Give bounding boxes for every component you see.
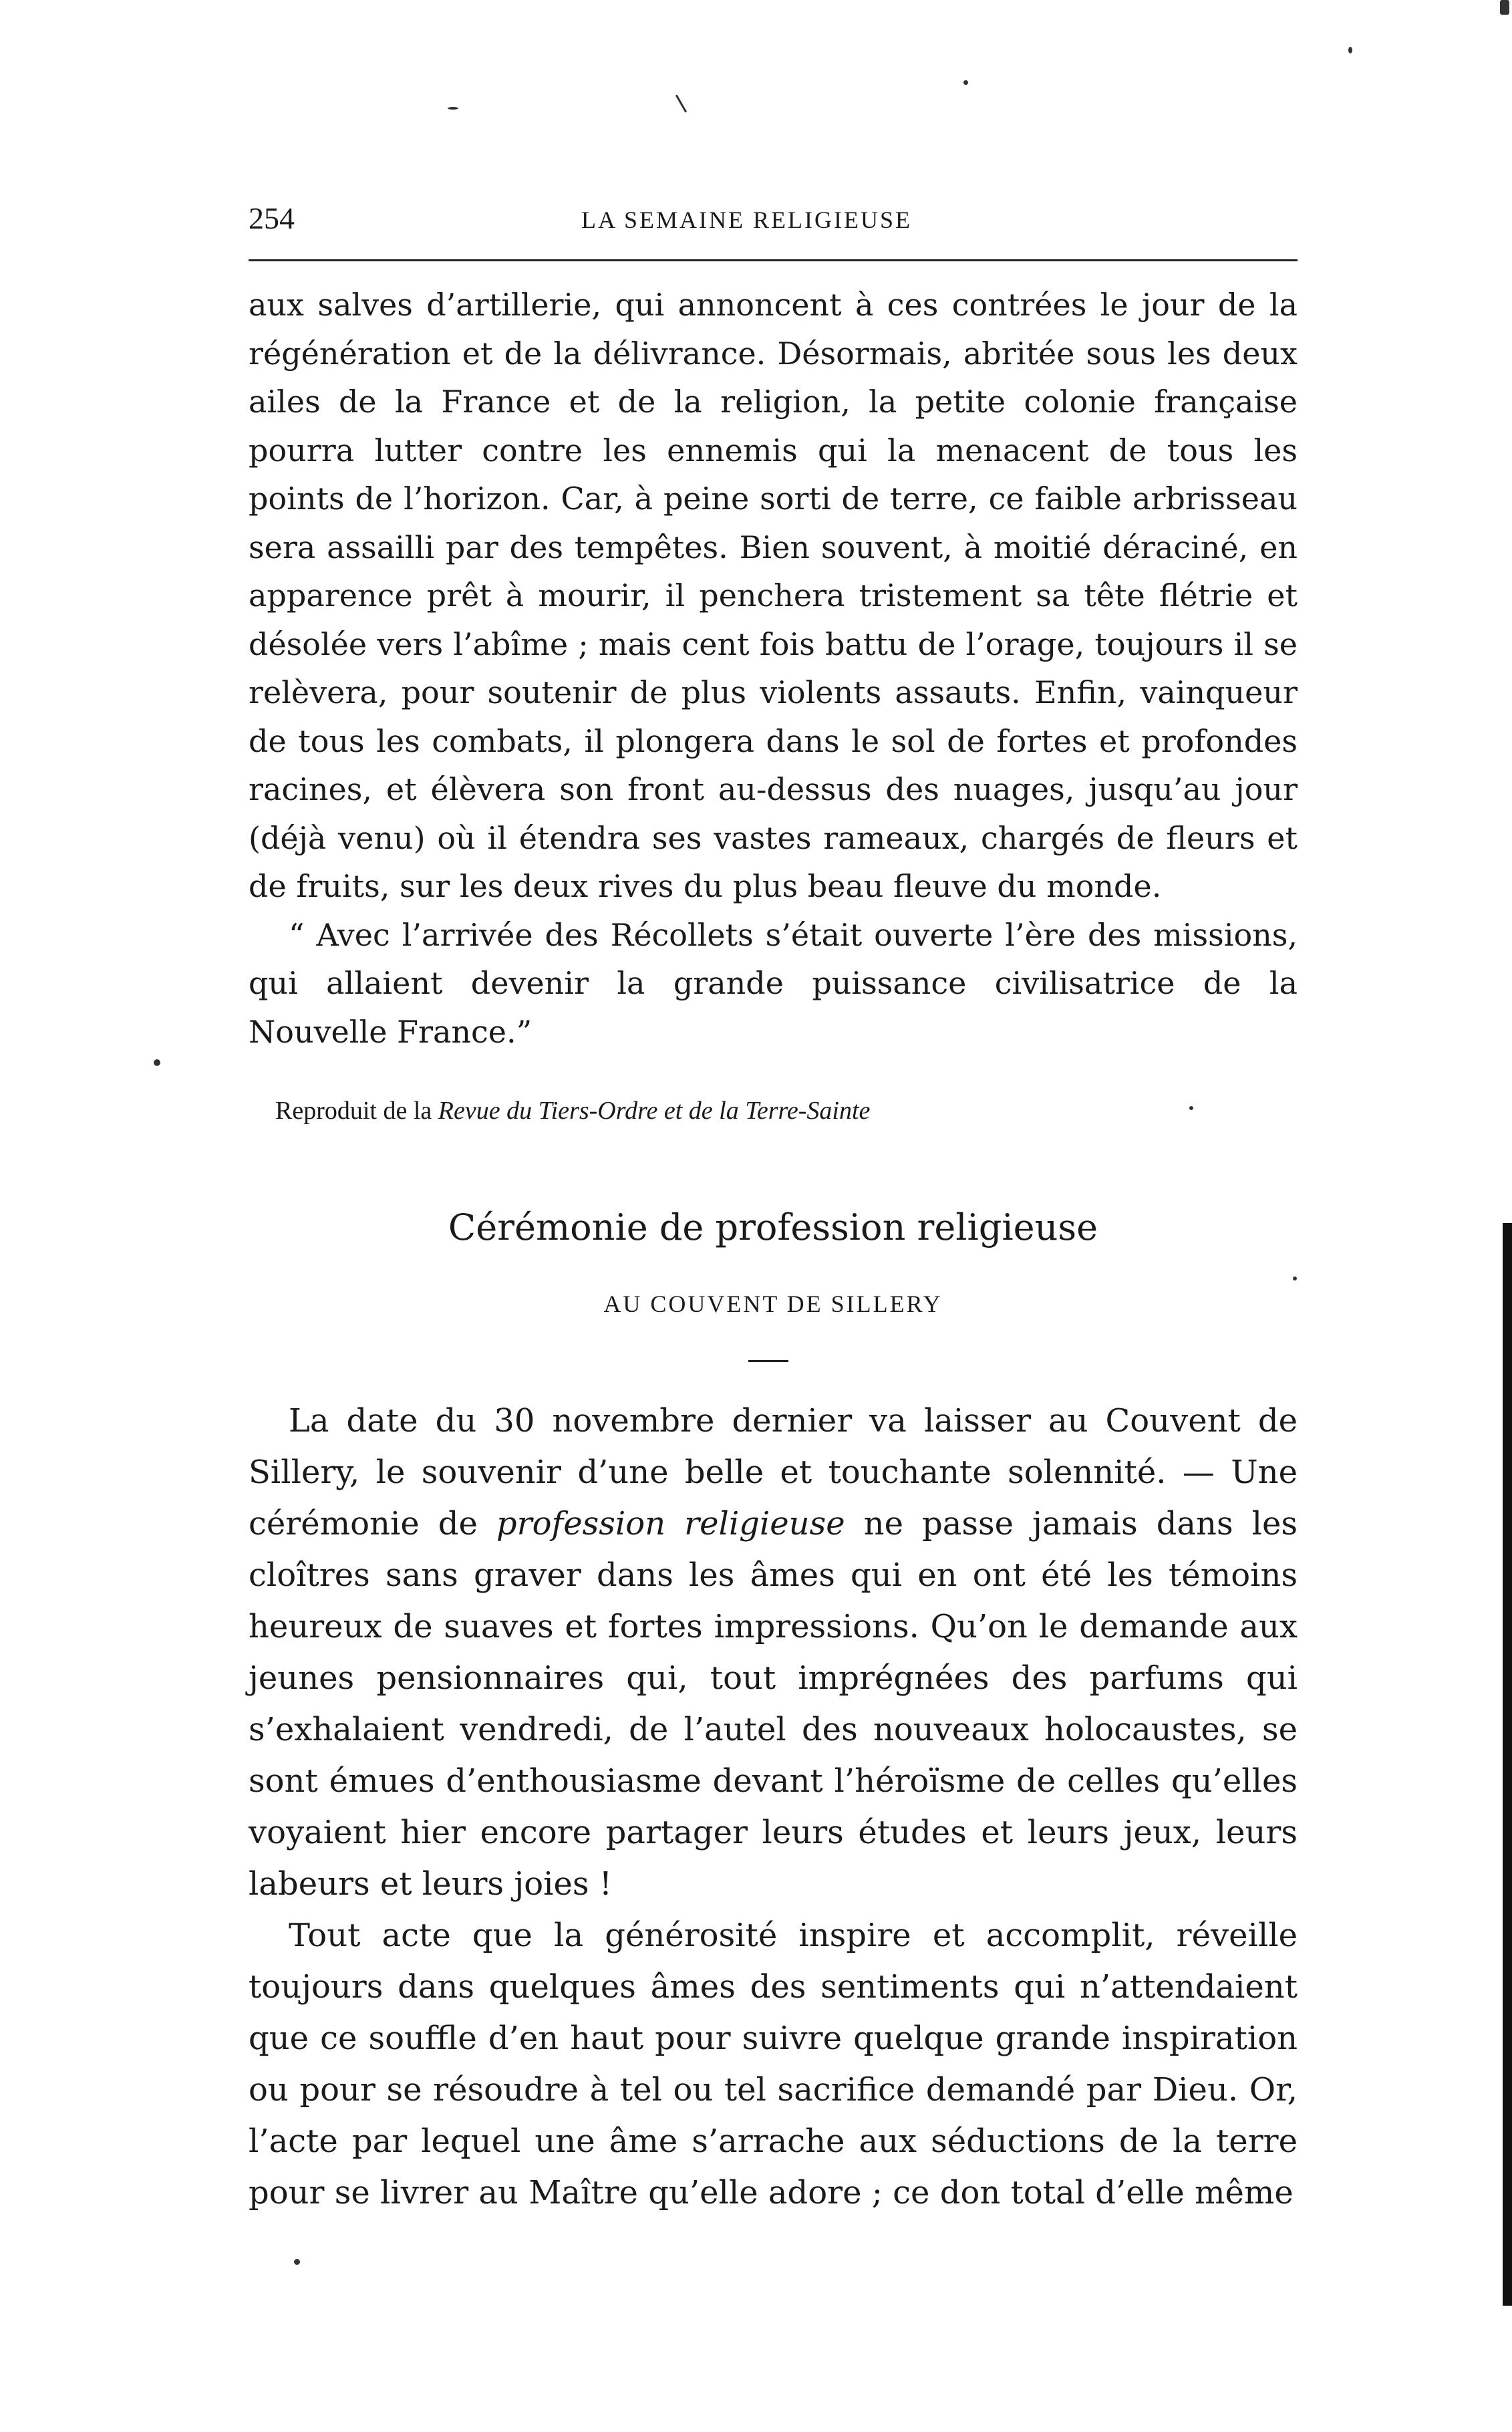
- article-continuation: [249, 281, 1298, 1056]
- paragraph-continued: aux salves d’artillerie, qui annoncent à ces contrées le jour de la régénération et de la délivrance. Désormais, abritée sous les deux ailes de la France et de la religion, la petite colonie française pourra lutter contre les ennemis qui la menacent de tous les points de l’horizon. Car, à peine sorti de terre, ce faible arbrisseau sera assailli par des tempêtes. Bien souvent, à moitié déraciné, en apparence prêt à mourir, il penchera tristement sa tête flétrie et désolée vers l’abîme ; mais cent fois battu de l’orage, toujours il se relèvera, pour soutenir de plus violents assauts. Enfin, vainqueur de tous les combats, il plongera dans le sol de fortes et profondes racines, et élèvera son front au-dessus des nuages, jusqu’au jour (déjà venu) où il étendra ses vastes rameaux, chargés de fleurs et de fruits, sur les deux rives du plus beau fleuve du monde.: [249, 287, 1298, 904]
- scan-speck: [963, 80, 968, 85]
- section-subtitle: AU COUVENT DE SILLERY: [603, 1291, 943, 1317]
- scan-speck: [1348, 47, 1352, 53]
- section-body: [249, 1395, 1298, 2219]
- p1-emphasis: profession religieuse: [496, 1505, 845, 1542]
- header-rule: [249, 259, 1298, 261]
- scan-edge-shadow: [1503, 1223, 1512, 2306]
- source-credit: [275, 1096, 870, 1125]
- p1-end: ne passe jamais dans les cloîtres sans graver dans les âmes qui en ont été les témoins heureux de suaves et fortes impressions. Qu’on le demande aux jeunes pensionnaires qui, tout imprégnées des parfums qui s’exhalaient vendredi, de l’autel des nouveaux holocaustes, se sont émues d’enthousiasme devant l’héroïsme de celles qu’elles voyaient hier encore partager leurs études et leurs jeux, leurs labeurs et leurs joies !: [249, 1505, 1298, 1903]
- scan-speck: [675, 94, 688, 112]
- page-number: 254: [249, 201, 295, 235]
- source-prefix: Reproduit de la: [275, 1097, 438, 1125]
- scan-speck: [1500, 0, 1509, 15]
- running-head: [249, 187, 1298, 241]
- paragraph-quote: “ Avec l’arrivée des Récollets s’était ouverte l’ère des missions, qui allaient devenir la grande puissance civilisatrice de la Nouvelle France.”: [249, 916, 1298, 1050]
- scan-speck: [1293, 1276, 1297, 1280]
- section-paragraph-1: [249, 1395, 1298, 1910]
- scan-speck: [1189, 1106, 1193, 1110]
- book-page: [249, 187, 1298, 2211]
- running-title: LA SEMAINE RELIGIEUSE: [581, 207, 912, 233]
- source-title: Revue du Tiers-Ordre et de la Terre-Sainte: [438, 1097, 871, 1125]
- section-paragraph-2: Tout acte que la générosité inspire et accomplit, réveille toujours dans quelques âmes des sentiments qui n’attendaient que ce souffle d’en haut pour suivre quelque grande inspiration ou pour se résoudre à tel ou tel sacrifice demandé par Dieu. Or, l’acte par lequel une âme s’arrache aux séductions de la terre pour se livrer au Maître qu’elle adore ; ce don total d’elle même: [249, 1917, 1298, 2211]
- section-title: Cérémonie de profession religieuse: [448, 1206, 1098, 1248]
- section-rule: [748, 1360, 788, 1362]
- scan-speck: [448, 107, 458, 110]
- scan-speck: [154, 1059, 160, 1066]
- p1-start: La date du 30 novembre dernier va laisser au Couvent de Sillery, le souvenir d’une belle et touchante solennité. — Une cérémonie de: [249, 1402, 1298, 1542]
- scan-speck: [294, 2259, 300, 2265]
